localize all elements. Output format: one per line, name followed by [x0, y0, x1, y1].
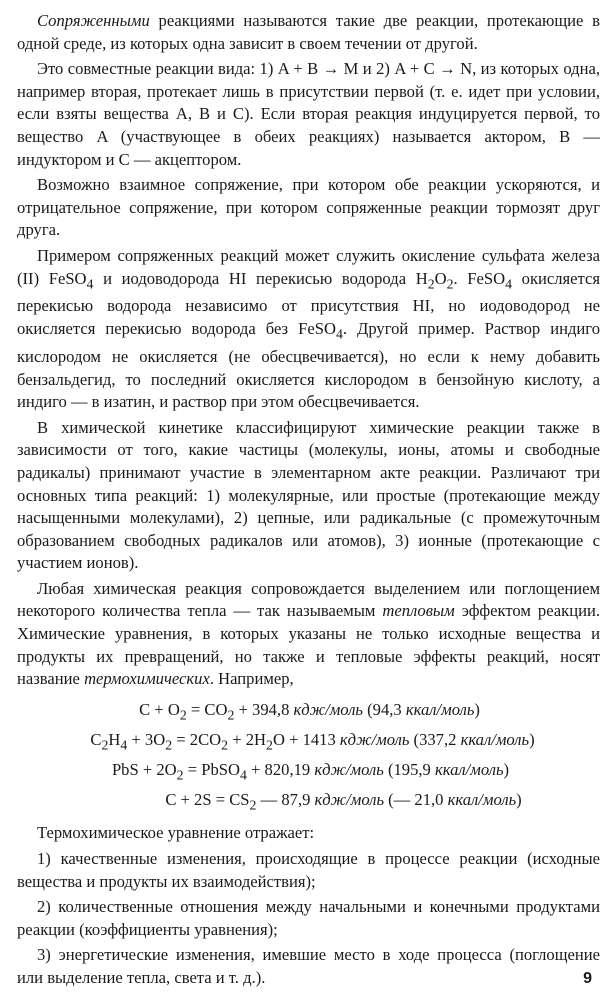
- list-item: 1) качественные изменения, происходящие в процессе реакции (исходные вещества и продукты их взаимодействия);: [17, 849, 600, 891]
- page-number: 9: [583, 970, 592, 987]
- page-text: [17, 10, 600, 993]
- equation: PbS + $2O_2$ = PbSO$_4$ + 820,19 кдж/моль (195,9 ккал/моль): [111, 759, 510, 782]
- list-item: 3) энергетические изменения, имевшие место в ходе процесса (поглощение или выделение тепла, света и т. д.).: [17, 945, 600, 988]
- equation: $C + O_2 = CO_2 + 394,8$ кдж/моль (94,3 ккал/моль): [139, 699, 480, 723]
- paragraph-mutual-conjugation: Возможно взаимное сопряжение, при котором обе реакции ускоряются, и отрицательное сопряжение, при котором сопряженные реакции тормозят друг друга.: [17, 175, 600, 240]
- paragraph-kinetics-classification: В химической кинетике классифицируют химические реакции также в зависимости от того, какие частицы (молекулы, ионы, атомы и свободные радикалы) принимают участие в элементарном акте реакции. Различают три основных типа реакций: 1) молекулярные, или простые (протекающие между насыщенными молекулами), 2) цепные, или радикальные (с промежуточным образованием свободных радикалов или атомов), 3) ионные (протекающие с участием ионов).: [17, 417, 600, 573]
- paragraph-joint-reactions: Это совместные реакции вида: 1) A + B → M и 2) A + C → N, из которых одна, например вторая, протекает лишь в присутствии первой (т. е. идет при условии, если взяты вещества A, B и C). Если вторая реакция индуцируется первой, то вещество A (участвующее в обеих реакциях) называется актором, B — индуктором и C — акцептором.: [17, 59, 600, 169]
- equation: $C_2H_4 + 3O_2 = 2CO_2 + 2H_2O + 1413$ кдж/моль (337,2 ккал/моль): [90, 729, 535, 753]
- paragraph-examples: Примером сопряженных реакций может служить окисление сульфата железа (II) FeSO$_4$ и иодоводорода HI перекисью водорода $H_2O_2$. FeSO$_4$ окисляется перекисью водорода независимо от присутствия HI, но иодоводород не окисляется перекисью водорода без FeSO$_4$. Другой пример. Раствор индиго кислородом не окисляется (не обесцвечивается), но если к нему добавить бензальдегид, то последний окисляется кислородом в бензойную кислоту, а индиго — в изатин, и раствор при этом обесцвечивается.: [17, 245, 601, 412]
- thermochemical-list: [17, 822, 600, 989]
- list-item: 2) количественные отношения между начальными и конечными продуктами реакции (коэффициенты уравнения);: [17, 897, 600, 939]
- equation: $C + 2S = CS_2$ — 87,9 кдж/моль (— 21,0 ккал/моль): [165, 789, 522, 812]
- equation-list: [17, 699, 600, 817]
- list-intro: Термохимическое уравнение отражает:: [37, 823, 315, 843]
- paragraph-thermal-effect: Любая химическая реакция сопровождается выделением или поглощением некоторого количества тепла — так называемым тепловым эффектом реакции. Химические уравнения, в которых указаны не только исходные вещества и продукты их превращений, но также и тепловые эффекты реакций, носят название термохимических. Например,: [17, 578, 600, 689]
- paragraph-conjugated-definition: Сопряженными реакциями называются такие две реакции, протекающие в одной среде, из которых одна зависит в своем течении от другой.: [17, 11, 600, 53]
